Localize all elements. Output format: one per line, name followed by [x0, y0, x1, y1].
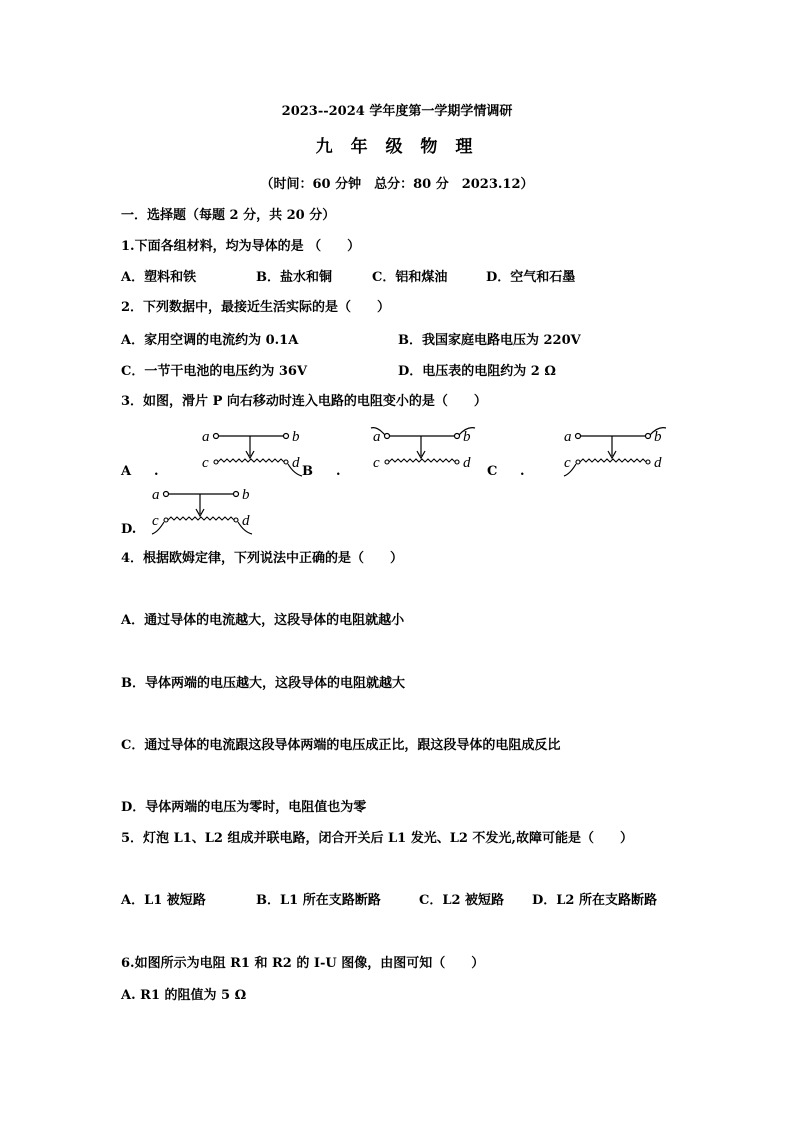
q3-option-c-label[interactable]: C [487, 464, 498, 479]
terminal-label-d: d [292, 455, 300, 471]
q2-option-a[interactable]: A．家用空调的电流约为 0.1A [121, 333, 299, 348]
q4-option-b[interactable]: B．导体两端的电压越大，这段导体的电阻就越大 [121, 676, 405, 691]
terminal-b-dot [646, 434, 651, 439]
page-title: 九 年 级 物 理 [315, 137, 479, 157]
terminal-label-b: b [654, 429, 662, 445]
terminal-d-dot [234, 518, 238, 522]
terminal-c-dot [385, 460, 389, 464]
q3-option-a-dot: . [154, 464, 159, 479]
q5-option-c[interactable]: C．L2 被短路 [419, 893, 505, 908]
resistance-wire [218, 459, 284, 462]
rheostat-diagram-a [200, 426, 310, 484]
q6-option-a[interactable]: A. R1 的阻值为 5 Ω [121, 988, 247, 1003]
terminal-label-d: d [463, 455, 471, 471]
terminal-label-c: c [152, 513, 159, 529]
q3-option-c-dot: . [520, 464, 525, 479]
resistance-wire [580, 459, 646, 462]
terminal-label-a: a [373, 429, 381, 445]
q3-option-d-label[interactable]: D. [121, 522, 137, 537]
rheostat-diagram-b [371, 426, 481, 484]
q2-option-b[interactable]: B．我国家庭电路电压为 220V [398, 333, 581, 348]
question-4-stem: 4．根据欧姆定律，下列说法中正确的是（ ） [121, 551, 404, 566]
q4-option-d[interactable]: D．导体两端的电压为零时，电阻值也为零 [121, 800, 367, 815]
terminal-label-c: c [373, 455, 380, 471]
q1-option-b[interactable]: B．盐水和铜 [256, 270, 332, 285]
terminal-c-dot [214, 460, 218, 464]
terminal-b-dot [455, 434, 460, 439]
q5-option-d[interactable]: D．L2 所在支路断路 [532, 893, 657, 908]
terminal-a-dot [576, 434, 581, 439]
question-2-stem: 2．下列数据中，最接近生活实际的是（ ） [121, 300, 391, 315]
terminal-a-dot [385, 434, 390, 439]
q4-option-a[interactable]: A．通过导体的电流越大，这段导体的电阻就越小 [121, 613, 405, 628]
terminal-d-dot [284, 460, 288, 464]
terminal-a-dot [164, 492, 169, 497]
q1-option-a[interactable]: A．塑料和铁 [121, 270, 197, 285]
question-1-stem: 1.下面各组材料，均为导体的是 （ ） [121, 239, 361, 254]
question-6-stem: 6.如图所示为电阻 R1 和 R2 的 I-U 图像，由图可知（ ） [121, 956, 485, 971]
q3-option-b-label[interactable]: B [302, 464, 313, 479]
terminal-d-dot [646, 460, 650, 464]
terminal-b-dot [234, 492, 239, 497]
exam-subtitle: 2023--2024 学年度第一学期学情调研 [281, 104, 513, 119]
rheostat-diagram-c [562, 426, 672, 484]
terminal-label-a: a [152, 487, 160, 503]
terminal-label-b: b [242, 487, 250, 503]
terminal-label-b: b [292, 429, 300, 445]
rheostat-diagram-d [150, 484, 260, 542]
q2-option-c[interactable]: C．一节干电池的电压约为 36V [121, 364, 308, 379]
q2-option-d[interactable]: D．电压表的电阻约为 2 Ω [398, 364, 556, 379]
terminal-c-dot [164, 518, 168, 522]
q3-option-a-label[interactable]: A [121, 464, 132, 479]
exam-info: （时间：60 分钟 总分：80 分 2023.12） [260, 177, 534, 192]
terminal-label-d: d [654, 455, 662, 471]
terminal-label-d: d [242, 513, 250, 529]
question-3-stem: 3．如图，滑片 P 向右移动时连入电路的电阻变小的是（ ） [121, 394, 487, 409]
q5-option-b[interactable]: B．L1 所在支路断路 [256, 893, 381, 908]
terminal-d-dot [455, 460, 459, 464]
terminal-a-dot [214, 434, 219, 439]
question-5-stem: 5．灯泡 L1、L2 组成并联电路，闭合开关后 L1 发光、L2 不发光,故障可能是（ ） [121, 831, 633, 846]
resistance-wire [168, 517, 234, 520]
terminal-b-dot [284, 434, 289, 439]
q1-option-d[interactable]: D．空气和石墨 [486, 270, 576, 285]
terminal-label-a: a [564, 429, 572, 445]
terminal-label-c: c [564, 455, 571, 471]
q1-option-c[interactable]: C．铝和煤油 [372, 270, 448, 285]
q4-option-c[interactable]: C．通过导体的电流跟这段导体两端的电压成正比，跟这段导体的电阻成反比 [121, 738, 561, 753]
section-heading: 一．选择题（每题 2 分，共 20 分） [121, 208, 336, 223]
q5-option-a[interactable]: A．L1 被短路 [121, 893, 206, 908]
terminal-label-b: b [463, 429, 471, 445]
terminal-label-a: a [202, 429, 210, 445]
q3-option-b-dot: . [336, 464, 341, 479]
resistance-wire [389, 459, 455, 462]
terminal-label-c: c [202, 455, 209, 471]
terminal-c-dot [576, 460, 580, 464]
